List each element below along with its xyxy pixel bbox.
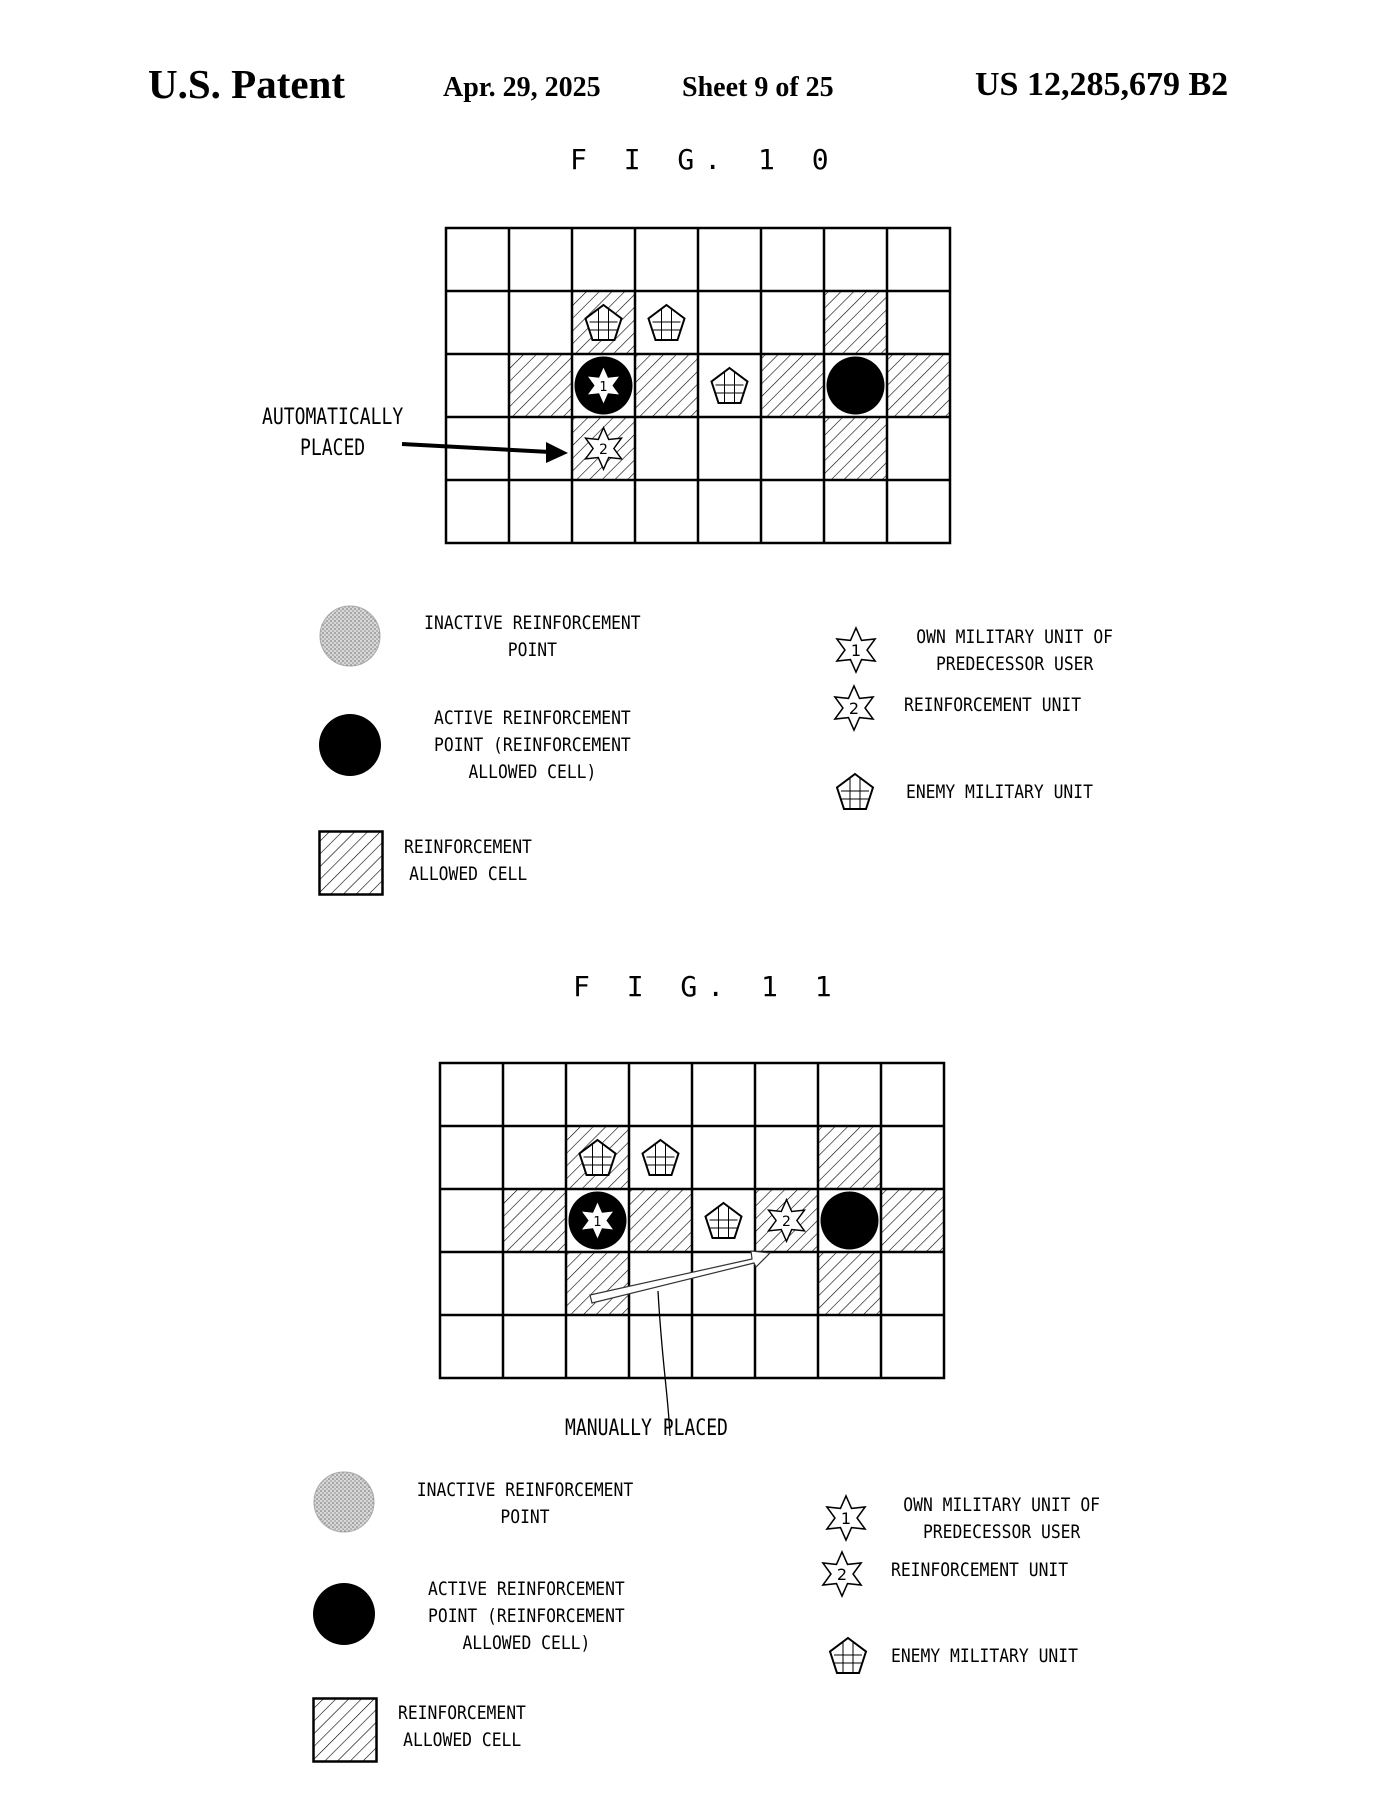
allowed-cell	[818, 1126, 881, 1189]
own-unit-number: 1	[599, 380, 608, 395]
active-point-icon	[318, 713, 382, 777]
game-board	[446, 228, 950, 543]
icon-digit: 1	[850, 641, 862, 660]
legend-active-label	[412, 705, 653, 786]
own-unit-number: 1	[593, 1215, 602, 1230]
reinforcement-unit-legend-icon	[818, 1550, 866, 1598]
legend-line: ALLOWED CELL)	[468, 761, 597, 783]
legend-line: POINT	[507, 639, 557, 661]
legend-line: POINT (REINFORCEMENT	[434, 734, 631, 756]
reinforcement-unit-number: 2	[599, 442, 608, 458]
allowed-cell-icon	[318, 830, 384, 896]
legend-line: ALLOWED CELL)	[462, 1632, 591, 1654]
legend-allowed-label	[404, 834, 532, 888]
icon-digit: 1	[840, 1509, 852, 1528]
figure-title: F I G. 1 0	[570, 143, 839, 176]
patent-date: Apr. 29, 2025	[443, 72, 601, 103]
legend-line: REINFORCEMENT	[404, 836, 532, 858]
inactive-point-icon	[318, 604, 382, 668]
enemy-unit-icon	[649, 305, 685, 340]
active-point-icon	[312, 1582, 376, 1646]
callout-text	[565, 1414, 728, 1444]
legend-line: REINFORCEMENT	[398, 1702, 526, 1724]
allowed-cell	[818, 1252, 881, 1315]
allowed-cell	[761, 354, 824, 417]
allowed-cell	[503, 1189, 566, 1252]
legend-line: INACTIVE REINFORCEMENT	[416, 1479, 634, 1501]
legend-enemy-label: ENEMY MILITARY UNIT	[906, 781, 1093, 803]
allowed-cell	[824, 417, 887, 480]
legend-reinforcement-unit-label: REINFORCEMENT UNIT	[904, 694, 1082, 716]
inactive-point-icon	[312, 1470, 376, 1534]
patent-label: U.S. Patent	[148, 61, 346, 107]
legend-inactive-label	[396, 1477, 654, 1531]
allowed-cell	[881, 1189, 944, 1252]
enemy-unit-icon	[643, 1140, 679, 1175]
legend-allowed-label	[398, 1700, 526, 1754]
callout-arrow	[400, 430, 580, 470]
figure-title: F I G. 1 1	[573, 970, 842, 1003]
legend-line: ACTIVE REINFORCEMENT	[434, 707, 631, 729]
allowed-cell	[629, 1189, 692, 1252]
reinforcement-unit-number: 2	[782, 1214, 791, 1230]
patent-number: US 12,285,679 B2	[975, 66, 1229, 103]
legend-line: ALLOWED CELL	[409, 863, 528, 885]
game-board	[440, 1063, 944, 1378]
allowed-cell-icon	[312, 1697, 378, 1763]
legend-line: PREDECESSOR USER	[935, 653, 1094, 675]
enemy-unit-icon	[706, 1203, 742, 1238]
allowed-cell	[824, 291, 887, 354]
own-unit-legend-icon	[832, 626, 880, 674]
legend-reinforcement-unit-label: REINFORCEMENT UNIT	[891, 1559, 1069, 1581]
allowed-cell	[566, 1252, 629, 1315]
callout-line: PLACED	[300, 436, 366, 461]
legend-own-unit-label	[892, 1492, 1111, 1546]
callout-line: MANUALLY PLACED	[565, 1416, 728, 1441]
legend-enemy-label: ENEMY MILITARY UNIT	[891, 1645, 1078, 1667]
icon-digit: 2	[836, 1565, 848, 1584]
callout-text	[262, 402, 403, 464]
legend-line: ALLOWED CELL	[403, 1729, 522, 1751]
legend-line: INACTIVE REINFORCEMENT	[424, 612, 641, 634]
active-reinforcement-point	[821, 1192, 879, 1250]
legend-line: PREDECESSOR USER	[922, 1521, 1081, 1543]
enemy-unit-legend-icon	[826, 1634, 870, 1678]
enemy-unit-legend-icon	[833, 770, 877, 814]
legend-line: POINT	[500, 1506, 550, 1528]
icon-digit: 2	[848, 699, 860, 718]
callout-line: AUTOMATICALLY	[262, 405, 404, 430]
legend-line: POINT (REINFORCEMENT	[428, 1605, 625, 1627]
active-reinforcement-point	[827, 357, 885, 415]
enemy-unit-icon	[712, 368, 748, 403]
own-unit-legend-icon	[822, 1494, 870, 1542]
allowed-cell	[509, 354, 572, 417]
legend-inactive-label	[412, 610, 653, 664]
legend-active-label	[406, 1576, 647, 1657]
reinforcement-unit-legend-icon	[830, 684, 878, 732]
legend-line: ACTIVE REINFORCEMENT	[428, 1578, 625, 1600]
allowed-cell	[887, 354, 950, 417]
legend-line: OWN MILITARY UNIT OF	[916, 626, 1114, 648]
sheet-number: Sheet 9 of 25	[682, 72, 834, 103]
legend-own-unit-label	[905, 624, 1124, 678]
legend-line: OWN MILITARY UNIT OF	[903, 1494, 1101, 1516]
allowed-cell	[635, 354, 698, 417]
